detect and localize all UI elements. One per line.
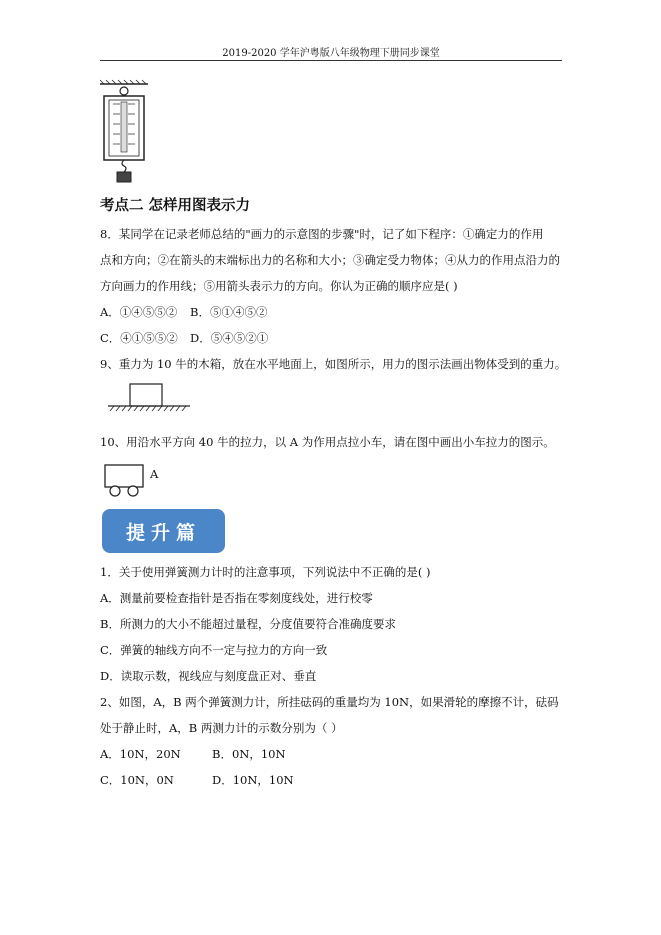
q9-text: 9、重力为 10 牛的木箱，放在水平地面上，如图所示，用力的图示法画出物体受到的重力。: [100, 357, 567, 371]
p1-option-a: A．测量前要检查指针是否指在零刻度线处，进行校零: [100, 591, 373, 605]
q8-option-d: D．⑤④⑤②①: [190, 331, 269, 345]
cart-point-label: A: [150, 467, 159, 481]
q8-line-2: 点和方向；②在箭头的末端标出力的名称和大小；③确定受力物体；④从力的作用点沿力的: [100, 253, 560, 267]
p2-option-b: B．0N，10N: [212, 747, 286, 761]
p1-option-d: D．读取示数，视线应与刻度盘正对、垂直: [100, 669, 317, 683]
page-header: 2019-2020 学年沪粤版八年级物理下册同步课堂: [222, 48, 440, 59]
p2-line-2: 处于静止时，A，B 两测力计的示数分别为（ ）: [100, 721, 343, 735]
q8-option-a: A．①④⑤⑤②: [100, 305, 178, 319]
p1-option-b: B．所测力的大小不能超过量程，分度值要符合准确度要求: [100, 617, 396, 631]
section-title: 考点二 怎样用图表示力: [100, 198, 251, 214]
q8-option-b: B．⑤①④⑤②: [190, 305, 268, 319]
p1-stem: 1．关于使用弹簧测力计时的注意事项，下列说法中不正确的是( ): [100, 565, 431, 579]
q8-line-3: 方向画力的作用线；⑤用箭头表示力的方向。你认为正确的顺序应是( ): [100, 279, 458, 293]
box-on-ground-figure: [108, 383, 192, 413]
spring-scale-figure: [98, 80, 158, 188]
p2-option-d: D．10N，10N: [212, 773, 294, 787]
cart-figure: [104, 462, 144, 498]
q8-line-1: 8．某同学在记录老师总结的"画力的示意图的步骤"时，记了如下程序：①确定力的作用: [100, 227, 544, 241]
p2-option-c: C．10N，0N: [100, 773, 174, 787]
p1-option-c: C．弹簧的轴线方向不一定与拉力的方向一致: [100, 643, 328, 657]
advanced-section-banner: 提升篇: [102, 509, 225, 553]
p2-option-a: A．10N，20N: [100, 747, 181, 761]
p2-line-1: 2、如图，A，B 两个弹簧测力计，所挂砝码的重量均为 10N，如果滑轮的摩擦不计，砝码: [100, 695, 559, 709]
q10-text: 10、用沿水平方向 40 牛的拉力，以 A 为作用点拉小车，请在图中画出小车拉力的图示。: [100, 435, 555, 449]
header-divider: [100, 60, 562, 61]
q8-option-c: C．④①⑤⑤②: [100, 331, 178, 345]
